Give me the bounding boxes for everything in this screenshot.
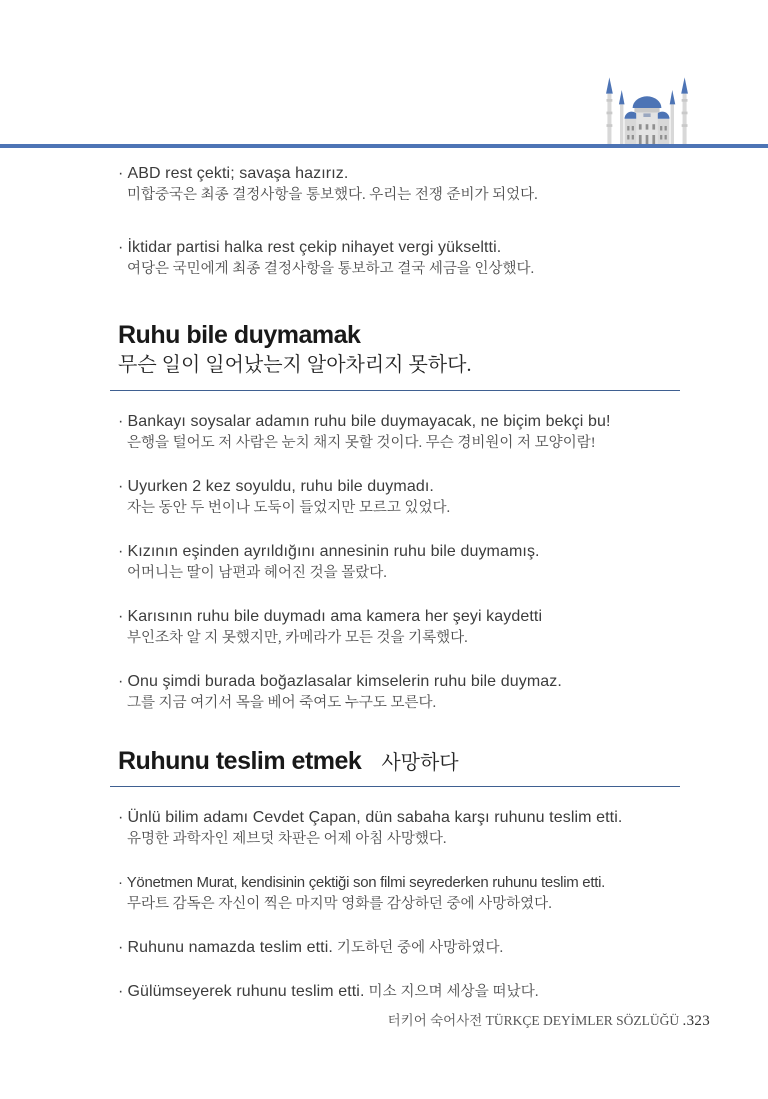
example-entry	[118, 237, 680, 280]
bullet: ·	[118, 874, 123, 891]
entry-korean-inline: 미소 지으며 세상을 떠났다.	[368, 984, 539, 1000]
mosque-icon	[602, 72, 692, 144]
entry-turkish: · Ünlü bilim adamı Cevdet Çapan, dün sabaha karşı ruhunu teslim etti.	[118, 809, 623, 826]
bullet: ·	[118, 478, 124, 495]
page-content	[118, 163, 680, 1025]
entry-korean: 어머니는 딸이 남편과 헤어진 것을 몰랐다.	[127, 565, 387, 581]
entry-korean: 미합중국은 최종 결정사항을 통보했다. 우리는 전쟁 준비가 되었다.	[127, 187, 538, 203]
example-entry	[118, 807, 680, 850]
entry-turkish: · Uyurken 2 kez soyuldu, ruhu bile duymadı.	[118, 478, 434, 495]
section-title: Ruhunu teslim etmek 사망하다	[118, 747, 459, 775]
entry-korean: 부인조차 알 지 못했지만, 카메라가 모든 것을 기록했다.	[127, 630, 468, 646]
bullet: ·	[118, 165, 124, 182]
example-entry	[118, 163, 680, 206]
example-entry	[118, 981, 680, 1003]
entry-korean: 자는 동안 두 번이나 도둑이 들었지만 모르고 있었다.	[127, 500, 451, 516]
section-title-korean: 사망하다	[381, 752, 459, 774]
example-entry	[118, 411, 680, 454]
section-title: Ruhu bile duymamak	[118, 321, 361, 349]
entry-turkish: · Gülümseyerek ruhunu teslim etti. 미소 지으며 세상을 떠났다.	[118, 983, 539, 1000]
example-entry	[118, 937, 680, 959]
example-entry	[118, 476, 680, 519]
example-entry	[118, 541, 680, 584]
bullet: ·	[118, 543, 124, 560]
entry-korean: 그를 지금 여기서 목을 베어 죽여도 누구도 모른다.	[127, 695, 437, 711]
top-divider	[0, 144, 768, 148]
example-entry	[118, 606, 680, 649]
section-divider	[110, 786, 680, 787]
entry-korean: 은행을 털어도 저 사람은 눈치 채지 못할 것이다. 무슨 경비원이 저 모양이람!	[127, 435, 596, 451]
footer-page-number: .323	[682, 1013, 710, 1029]
entry-korean: 여당은 국민에게 최종 결정사항을 통보하고 결국 세금을 인상했다.	[127, 261, 535, 277]
example-entry	[118, 671, 680, 714]
bullet: ·	[118, 608, 124, 625]
entry-turkish: · Kızının eşinden ayrıldığını annesinin ruhu bile duymamış.	[118, 543, 540, 560]
entry-turkish: · Onu şimdi burada boğazlasalar kimselerin ruhu bile duymaz.	[118, 673, 562, 690]
entry-turkish: · Karısının ruhu bile duymadı ama kamera her şeyi kaydetti	[118, 608, 543, 625]
entry-korean-inline: 기도하던 중에 사망하였다.	[336, 940, 504, 956]
entry-korean: 무라트 감독은 자신이 찍은 마지막 영화를 감상하던 중에 사망하였다.	[127, 896, 552, 912]
entry-turkish: · Ruhunu namazda teslim etti. 기도하던 중에 사망하였다.	[118, 939, 504, 956]
entry-turkish: · Bankayı soysalar adamın ruhu bile duymayacak, ne biçim bekçi bu!	[118, 413, 611, 430]
bullet: ·	[118, 673, 124, 690]
footer-turkish-label: TÜRKÇE DEYİMLER SÖZLÜĞÜ	[485, 1013, 680, 1028]
bullet: ·	[118, 413, 124, 430]
section-subtitle-korean: 무슨 일이 일어났는지 알아차리지 못하다.	[118, 354, 472, 376]
section-header	[118, 746, 680, 787]
entry-turkish: · İktidar partisi halka rest çekip nihayet vergi yükseltti.	[118, 239, 502, 256]
footer-korean-label: 터키어 숙어사전	[387, 1013, 483, 1028]
section-divider	[110, 390, 680, 391]
bullet: ·	[118, 809, 124, 826]
entry-turkish: · Yönetmen Murat, kendisinin çektiği son filmi seyrederken ruhunu teslim etti.	[118, 874, 605, 891]
entry-turkish: · ABD rest çekti; savaşa hazırız.	[118, 165, 349, 182]
page-footer	[388, 1009, 710, 1030]
example-entry	[118, 872, 680, 915]
bullet: ·	[118, 983, 124, 1000]
bullet: ·	[118, 939, 124, 956]
entry-korean: 유명한 과학자인 제브덧 차판은 어제 아침 사망했다.	[127, 831, 447, 847]
bullet: ·	[118, 239, 124, 256]
section-header	[118, 320, 680, 391]
